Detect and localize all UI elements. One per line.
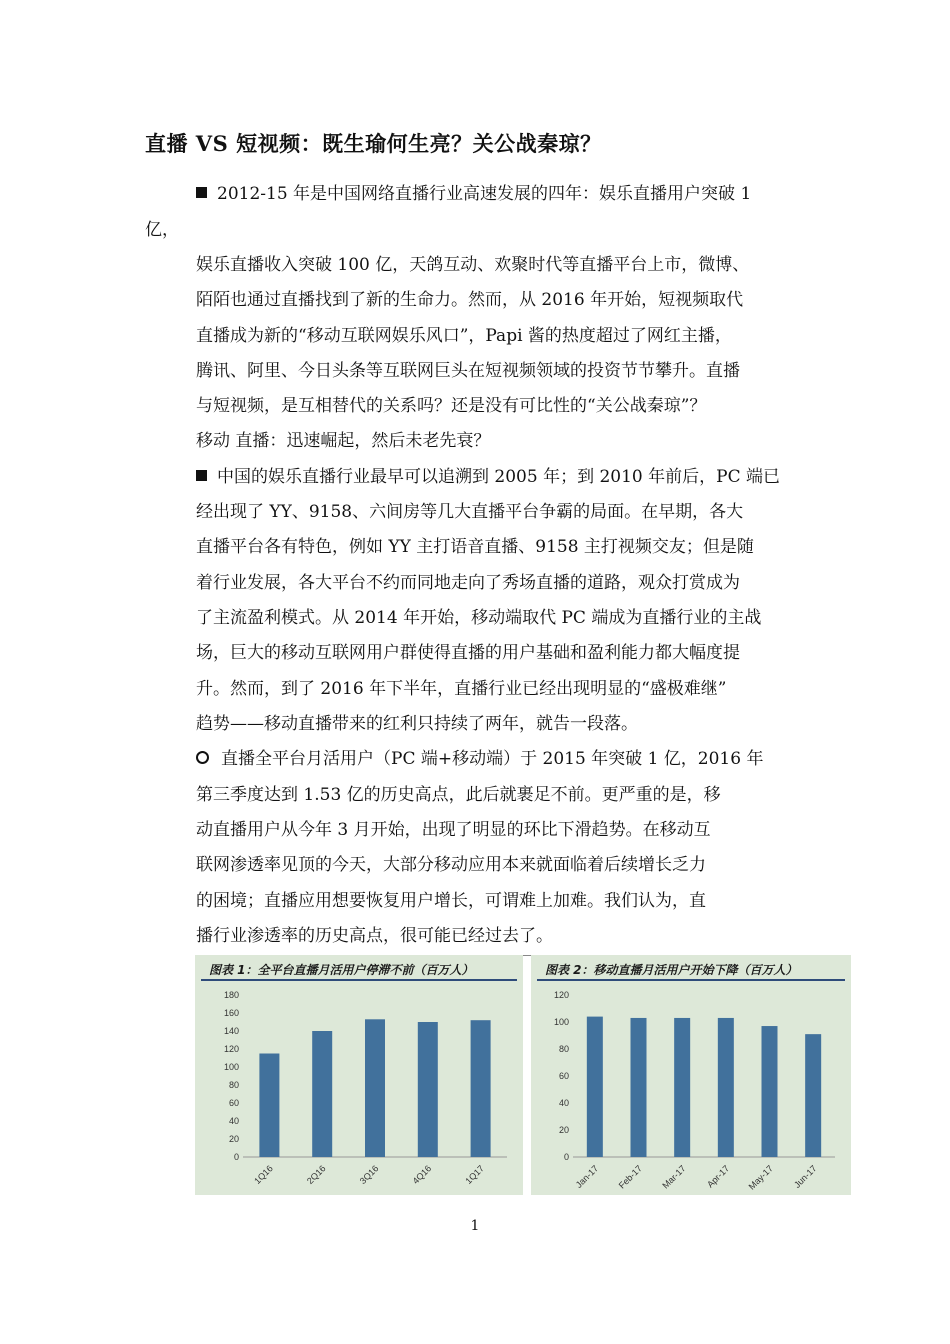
chart-2-xtick-label: Apr-17 xyxy=(705,1163,732,1190)
chart-2-xtick-label: May-17 xyxy=(746,1163,775,1192)
chart-2-xtick-label: Feb-17 xyxy=(616,1163,644,1191)
chart-2-bar xyxy=(718,1018,734,1157)
para3-line3: 动直播用户从今年 3 月开始，出现了明显的环比下滑趋势。在移动互 xyxy=(196,820,711,840)
chart-2-bar xyxy=(587,1017,603,1157)
para2-line2: 经出现了 YY、9158、六间房等几大直播平台争霸的局面。在早期，各大 xyxy=(196,502,744,522)
chart-1-bar xyxy=(471,1020,491,1157)
para1-line1-text: 2012-15 年是中国网络直播行业高速发展的四年：娱乐直播用户突破 1 xyxy=(217,184,752,204)
chart-1-xtick-label: 1Q16 xyxy=(252,1163,275,1186)
chart-1-xtick-label: 3Q16 xyxy=(357,1163,381,1186)
chart-1-panel xyxy=(195,955,523,1195)
para3-line1-text: 直播全平台月活用户（PC 端+移动端）于 2015 年突破 1 亿，2016 年 xyxy=(221,749,764,769)
para1-line2: 亿， xyxy=(145,220,179,240)
chart-2-bar xyxy=(762,1026,778,1157)
chart-2-xtick-label: Jan-17 xyxy=(573,1163,601,1190)
para2-line4: 着行业发展，各大平台不约而同地走向了秀场直播的道路，观众打赏成为 xyxy=(196,573,740,593)
chart-1-bar xyxy=(312,1031,332,1157)
square-bullet-icon xyxy=(196,187,207,198)
chart-1-ytick-label: 160 xyxy=(223,1008,239,1018)
chart-1-ytick-label: 80 xyxy=(228,1080,239,1090)
para2-line1-text: 中国的娱乐直播行业最早可以追溯到 2005 年；到 2010 年前后，PC 端已 xyxy=(217,467,780,487)
chart-1-ytick-label: 0 xyxy=(233,1152,239,1162)
para2-line7: 升。然而，到了 2016 年下半年，直播行业已经出现明显的“盛极难继” xyxy=(196,679,727,699)
para3-line2: 第三季度达到 1.53 亿的历史高点，此后就裹足不前。更严重的是，移 xyxy=(196,785,721,805)
para1-line1 xyxy=(196,184,751,204)
chart-2-ytick-label: 100 xyxy=(553,1017,569,1027)
para2-line5: 了主流盈利模式。从 2014 年开始，移动端取代 PC 端成为直播行业的主战 xyxy=(196,608,762,628)
para3-line6: 播行业渗透率的历史高点，很可能已经过去了。 xyxy=(196,926,553,946)
para3-line4: 联网渗透率见顶的今天，大部分移动应用本来就面临着后续增长乏力 xyxy=(196,855,706,875)
article-title: 直播 VS 短视频：既生瑜何生亮？关公战秦琼？ xyxy=(145,131,602,156)
chart-1-ytick-label: 40 xyxy=(228,1116,239,1126)
chart-1-ytick-label: 60 xyxy=(228,1098,239,1108)
para1-line7: 与短视频，是互相替代的关系吗？还是没有可比性的“关公战秦琼”？ xyxy=(196,396,707,416)
chart-2-xtick-label: Mar-17 xyxy=(660,1163,688,1191)
chart-1-xtick-label: 4Q16 xyxy=(410,1163,434,1186)
para1-line4: 陌陌也通过直播找到了新的生命力。然而，从 2016 年开始，短视频取代 xyxy=(196,290,744,310)
chart-2-bar xyxy=(631,1018,647,1157)
para3-line5: 的困境；直播应用想要恢复用户增长，可谓难上加难。我们认为，直 xyxy=(196,891,706,911)
chart-1-ytick-label: 140 xyxy=(223,1026,239,1036)
para2-line1 xyxy=(196,467,780,487)
chart-1-ytick-label: 120 xyxy=(223,1044,239,1054)
para1-line6: 腾讯、阿里、今日头条等互联网巨头在短视频领域的投资节节攀升。直播 xyxy=(196,361,740,381)
chart-2-xtick-label: Jun-17 xyxy=(792,1163,819,1190)
chart-1-ytick-label: 100 xyxy=(223,1062,239,1072)
para1-line5: 直播成为新的“移动互联网娱乐风口”，Papi 酱的热度超过了网红主播， xyxy=(196,326,732,346)
chart-2-ytick-label: 120 xyxy=(553,990,569,1000)
page-number: 1 xyxy=(470,1218,480,1234)
para1-line3: 娱乐直播收入突破 100 亿，天鸽互动、欢聚时代等直播平台上市，微博、 xyxy=(196,255,750,275)
para2-line6: 场，巨大的移动互联网用户群使得直播的用户基础和盈利能力都大幅度提 xyxy=(196,643,740,663)
para2-line3: 直播平台各有特色，例如 YY 主打语音直播、9158 主打视频交友；但是随 xyxy=(196,537,754,557)
chart-1-bar xyxy=(418,1022,438,1157)
chart-1-bar xyxy=(259,1054,279,1158)
para2-line8: 趋势——移动直播带来的红利只持续了两年，就告一段落。 xyxy=(196,714,638,734)
chart-2-title: 图表 2：移动直播月活用户开始下降（百万人） xyxy=(545,963,798,977)
chart-2-ytick-label: 0 xyxy=(563,1152,569,1162)
chart-1-bar xyxy=(365,1019,385,1157)
chart-2-ytick-label: 80 xyxy=(558,1044,569,1054)
section-subhead: 移动 直播：迅速崛起，然后未老先衰？ xyxy=(196,431,491,451)
chart-2-ytick-label: 60 xyxy=(558,1071,569,1081)
chart-1-xtick-label: 1Q17 xyxy=(463,1163,487,1186)
chart-1-svg xyxy=(195,955,523,1195)
chart-2-bar xyxy=(674,1018,690,1157)
chart-2-ytick-label: 20 xyxy=(558,1125,569,1135)
chart-2-panel xyxy=(531,955,851,1195)
chart-2-ytick-label: 40 xyxy=(558,1098,569,1108)
chart-1-title: 图表 1：全平台直播月活用户停滞不前（百万人） xyxy=(209,963,474,977)
chart-1-xtick-label: 2Q16 xyxy=(304,1163,328,1186)
para3-line1 xyxy=(196,749,763,769)
chart-2-bar xyxy=(805,1034,821,1157)
circle-bullet-icon xyxy=(196,751,209,764)
chart-1-ytick-label: 180 xyxy=(223,990,239,1000)
chart-2-svg xyxy=(531,955,851,1195)
square-bullet-icon xyxy=(196,470,207,481)
chart-1-ytick-label: 20 xyxy=(228,1134,239,1144)
